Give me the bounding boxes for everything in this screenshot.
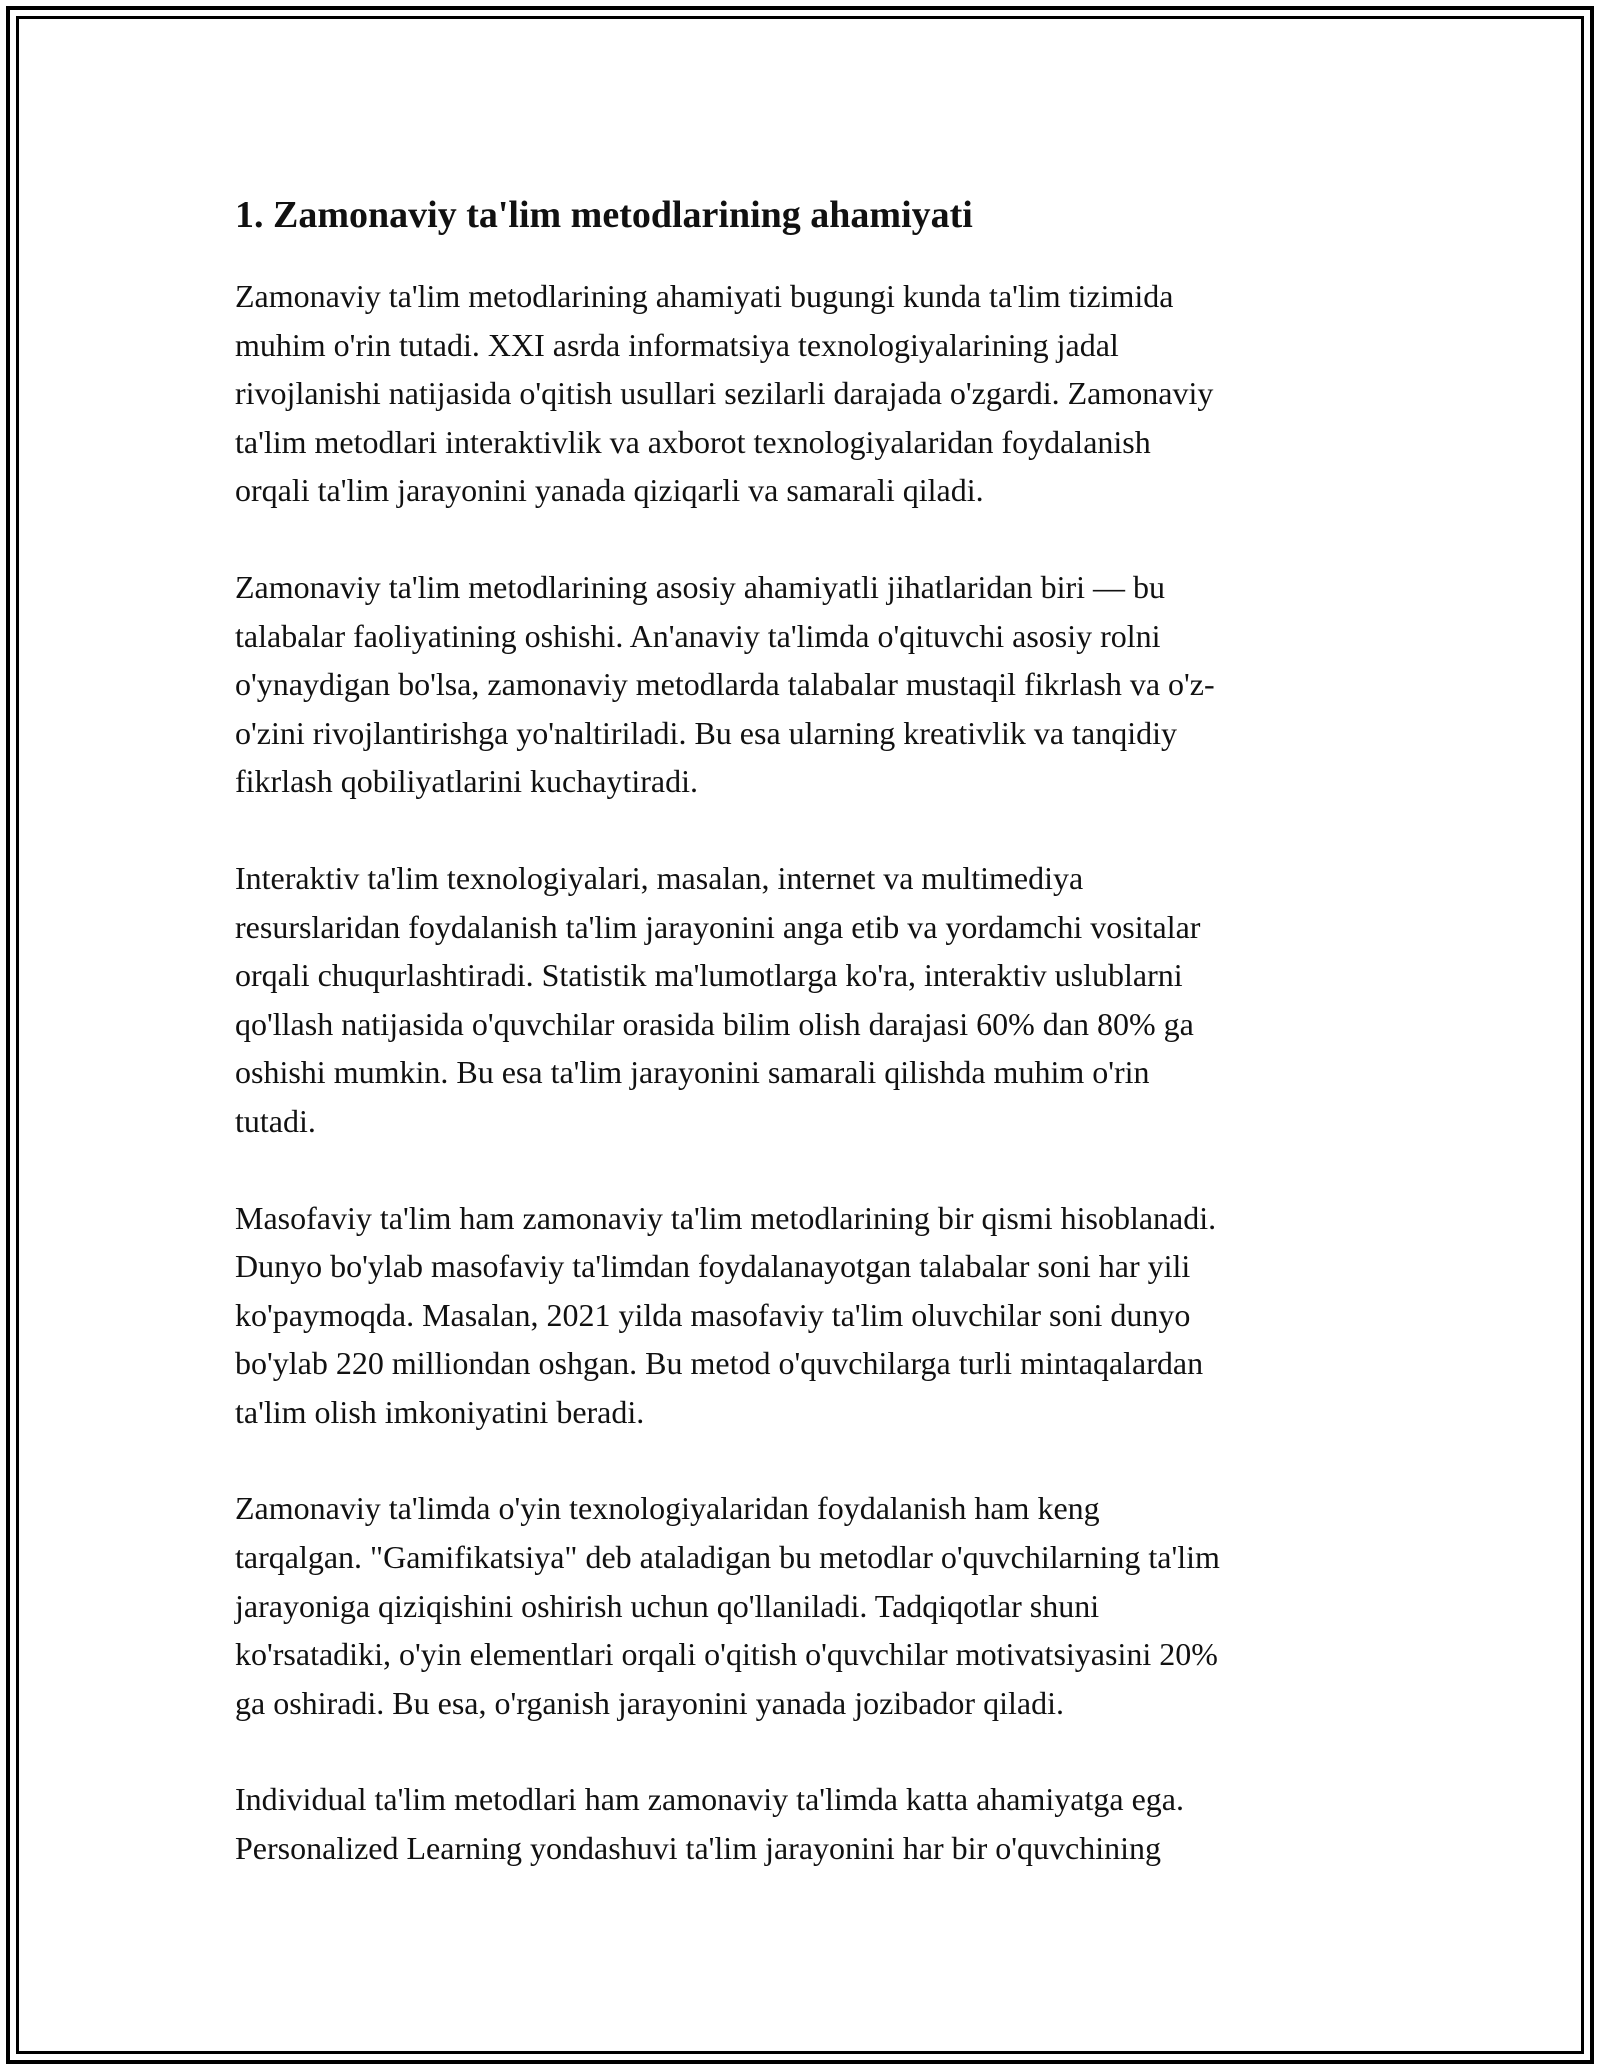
paragraph-line: jarayoniga qiziqishini oshirish uchun qo'llaniladi. Tadqiqotlar shuni [235,1587,1100,1624]
paragraph-line: ta'lim metodlari interaktivlik va axborot texnologiyalaridan foydalanish [235,423,1151,460]
paragraph-line: ta'lim olish imkoniyatini beradi. [235,1393,645,1430]
paragraph [235,563,1375,806]
paragraph-line: fikrlash qobiliyatlarini kuchaytiradi. [235,763,698,800]
paragraph-line: Individual ta'lim metodlari ham zamonaviy ta'limda katta ahamiyatga ega. [235,1781,1184,1818]
paragraph-line: bo'ylab 220 milliondan oshgan. Bu metod o'quvchilarga turli mintaqalardan [235,1345,1204,1382]
paragraph-line: orqali chuqurlashtiradi. Statistik ma'lumotlarga ko'ra, interaktiv uslublarni [235,957,1183,994]
paragraph-line: o'zini rivojlantirishga yo'naltiriladi. Bu esa ularning kreativlik va tanqidiy [235,714,1177,751]
paragraph [235,1194,1375,1437]
section-heading: 1. Zamonaviy ta'lim metodlarining ahamiyati [235,194,973,236]
paragraph-line: o'ynaydigan bo'lsa, zamonaviy metodlarda talabalar mustaqil fikrlash va o'z- [235,666,1215,703]
paragraph-line: ko'paymoqda. Masalan, 2021 yilda masofaviy ta'lim oluvchilar soni dunyo [235,1296,1191,1333]
paragraph-line: tutadi. [235,1102,316,1139]
paragraph-line: orqali ta'lim jarayonini yanada qiziqarli va samarali qiladi. [235,472,984,509]
paragraph-line: resurslaridan foydalanish ta'lim jarayonini anga etib va yordamchi vositalar [235,908,1201,945]
paragraph-line: Dunyo bo'ylab masofaviy ta'limdan foydalanayotgan talabalar soni har yili [235,1248,1191,1285]
paragraph [235,1484,1375,1727]
paragraph [235,854,1375,1146]
paragraph-line: rivojlanishi natijasida o'qitish usullari sezilarli darajada o'zgardi. Zamonaviy [235,375,1214,412]
paragraph-line: Masofaviy ta'lim ham zamonaviy ta'lim metodlarining bir qismi hisoblanadi. [235,1199,1217,1236]
paragraph-list [235,272,1375,1873]
paragraph-line: Zamonaviy ta'lim metodlarining asosiy ahamiyatli jihatlaridan biri — bu [235,568,1165,605]
paragraph [235,1775,1375,1872]
paragraph-line: ga oshiradi. Bu esa, o'rganish jarayonini yanada jozibador qiladi. [235,1684,1064,1721]
paragraph-line: muhim o'rin tutadi. XXI asrda informatsiya texnologiyalarining jadal [235,326,1119,363]
paragraph-line: Zamonaviy ta'lim metodlarining ahamiyati bugungi kunda ta'lim tizimida [235,278,1174,314]
paragraph [235,272,1375,515]
paragraph-line: ko'rsatadiki, o'yin elementlari orqali o'qitish o'quvchilar motivatsiyasini 20% [235,1636,1218,1673]
document-body [235,188,1375,1921]
paragraph-line: tarqalgan. "Gamifikatsiya" deb ataladigan bu metodlar o'quvchilarning ta'lim [235,1539,1220,1576]
paragraph-line: Personalized Learning yondashuvi ta'lim jarayonini har bir o'quvchining [235,1830,1161,1867]
paragraph-line: oshishi mumkin. Bu esa ta'lim jarayonini samarali qilishda muhim o'rin [235,1054,1150,1091]
paragraph-line: talabalar faoliyatining oshishi. An'anaviy ta'limda o'qituvchi asosiy rolni [235,617,1161,654]
paragraph-line: Interaktiv ta'lim texnologiyalari, masalan, internet va multimediya [235,859,1084,896]
paragraph-line: qo'llash natijasida o'quvchilar orasida bilim olish darajasi 60% dan 80% ga [235,1005,1194,1042]
paragraph-line: Zamonaviy ta'limda o'yin texnologiyalaridan foydalanish ham keng [235,1490,1100,1527]
